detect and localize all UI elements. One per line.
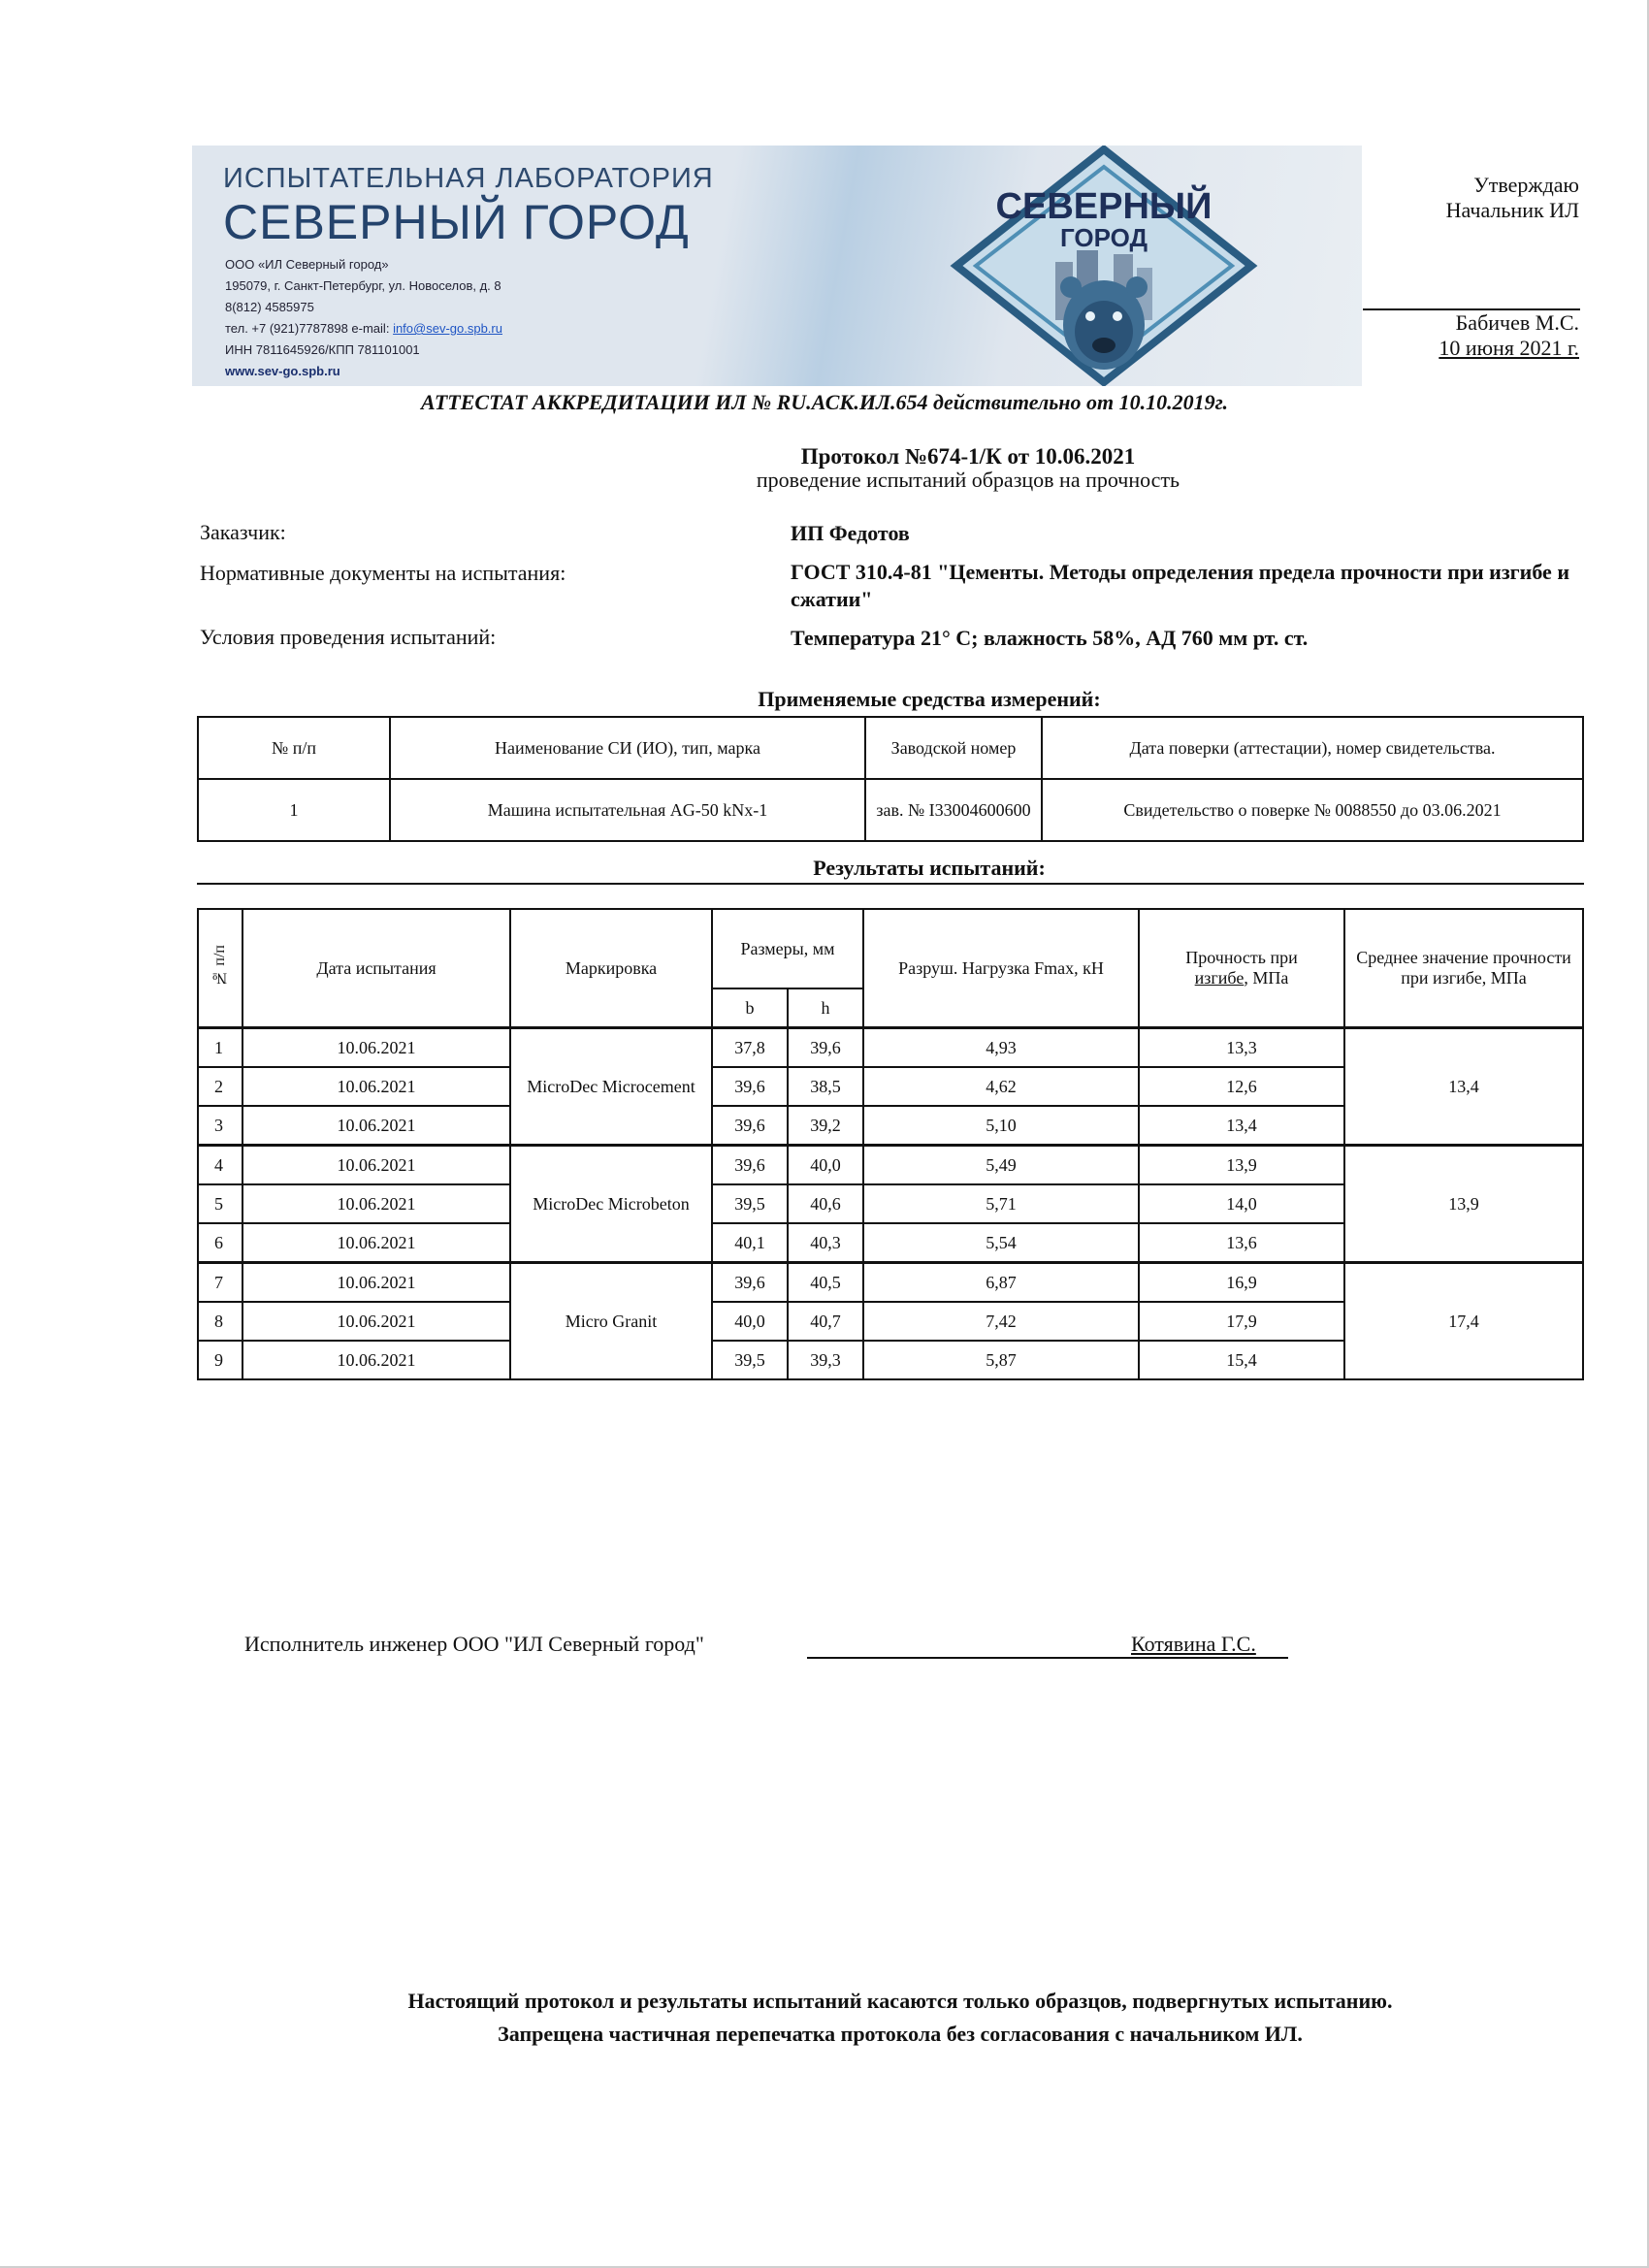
approval-block — [1446, 173, 1579, 223]
results-header-date: Дата испытания — [242, 909, 510, 1028]
norms-value: ГОСТ 310.4-81 "Цементы. Методы определения предела прочности при изгибе и сжатии" — [791, 560, 1569, 611]
signature-name: Котявина Г.С. — [1131, 1632, 1256, 1656]
results-divider — [197, 883, 1584, 885]
row-date: 10.06.2021 — [242, 1146, 510, 1185]
instruments-header-row — [198, 717, 1583, 779]
row-h: 40,0 — [788, 1146, 863, 1185]
results-header-strength-pre: Прочность при — [1185, 948, 1298, 967]
customer-label: Заказчик: — [200, 520, 286, 544]
row-load: 5,10 — [863, 1106, 1139, 1146]
results-header-h: h — [788, 988, 863, 1028]
row-load: 5,49 — [863, 1146, 1139, 1185]
protocol-title: Протокол №674-1/К от 10.06.2021 — [800, 444, 1136, 469]
footer-line2: Запрещена частичная перепечатка протокола без согласования с начальником ИЛ. — [498, 2022, 1303, 2046]
row-strength: 13,4 — [1139, 1106, 1344, 1146]
row-strength: 17,9 — [1139, 1302, 1344, 1341]
results-header-load: Разруш. Нагрузка Fmax, кН — [863, 909, 1139, 1028]
approval-date: 10 июня 2021 г. — [1439, 336, 1579, 360]
group-mark: MicroDec Microcement — [510, 1028, 712, 1146]
row-date: 10.06.2021 — [242, 1028, 510, 1068]
logo-diamond-icon — [949, 146, 1259, 386]
results-header-strength-u: изгибе — [1194, 968, 1245, 988]
results-header-num-cell — [198, 909, 242, 1028]
footer-notice — [0, 1985, 1649, 2051]
letterhead-banner — [192, 146, 1362, 386]
instruments-header-date: Дата поверки (аттестации), номер свидетельства. — [1042, 717, 1583, 779]
lab-title-line1: ИСПЫТАТЕЛЬНАЯ ЛАБОРАТОРИЯ — [223, 163, 714, 194]
row-h: 40,3 — [788, 1223, 863, 1263]
results-header-strength — [1139, 909, 1344, 1028]
row-h: 39,2 — [788, 1106, 863, 1146]
row-h: 40,6 — [788, 1184, 863, 1223]
row-date: 10.06.2021 — [242, 1184, 510, 1223]
row-strength: 13,3 — [1139, 1028, 1344, 1068]
protocol-subtitle: проведение испытаний образцов на прочность — [756, 468, 1180, 492]
row-b: 39,5 — [712, 1341, 788, 1379]
conditions-value: Температура 21° С; влажность 58%, АД 760 мм рт. ст. — [791, 626, 1309, 650]
row-num: 5 — [198, 1184, 242, 1223]
row-load: 5,54 — [863, 1223, 1139, 1263]
row-date: 10.06.2021 — [242, 1263, 510, 1303]
logo-text-1: СЕВЕРНЫЙ — [995, 186, 1212, 227]
row-b: 39,6 — [712, 1263, 788, 1303]
norms-label: Нормативные документы на испытания: — [200, 561, 566, 585]
results-header-row — [198, 909, 1583, 988]
lab-title-line2: СЕВЕРНЫЙ ГОРОД — [223, 195, 690, 249]
row-b: 37,8 — [712, 1028, 788, 1068]
instruments-table — [197, 716, 1584, 842]
results-header-mark: Маркировка — [510, 909, 712, 1028]
table-row — [198, 1146, 1583, 1185]
row-date: 10.06.2021 — [242, 1341, 510, 1379]
results-header-strength-post: , МПа — [1244, 968, 1289, 988]
row-load: 5,87 — [863, 1341, 1139, 1379]
row-strength: 13,6 — [1139, 1223, 1344, 1263]
instruments-title: Применяемые средства измерений: — [758, 687, 1101, 711]
row-strength: 12,6 — [1139, 1067, 1344, 1106]
row-strength: 14,0 — [1139, 1184, 1344, 1223]
group-avg: 13,9 — [1344, 1146, 1583, 1263]
instruments-header-name: Наименование СИ (ИО), тип, марка — [390, 717, 865, 779]
lab-org: ООО «ИЛ Северный город» — [225, 257, 389, 272]
row-h: 39,6 — [788, 1028, 863, 1068]
row-strength: 16,9 — [1139, 1263, 1344, 1303]
row-num: 6 — [198, 1223, 242, 1263]
row-b: 39,6 — [712, 1146, 788, 1185]
instruments-header-serial: Заводской номер — [865, 717, 1042, 779]
lab-website-link[interactable]: www.sev-go.spb.ru — [225, 364, 340, 378]
group-avg: 13,4 — [1344, 1028, 1583, 1146]
lab-inn: ИНН 7811645926/КПП 781101001 — [225, 342, 420, 357]
row-b: 39,6 — [712, 1067, 788, 1106]
row-h: 40,7 — [788, 1302, 863, 1341]
lab-phone1: 8(812) 4585975 — [225, 300, 314, 314]
row-h: 38,5 — [788, 1067, 863, 1106]
lab-address: 195079, г. Санкт-Петербург, ул. Новоселов, д. 8 — [225, 278, 501, 293]
accreditation-line: АТТЕСТАТ АККРЕДИТАЦИИ ИЛ № RU.АСК.ИЛ.654 действительно от 10.10.2019г. — [421, 390, 1228, 414]
results-table — [197, 908, 1584, 1380]
row-date: 10.06.2021 — [242, 1223, 510, 1263]
row-load: 4,93 — [863, 1028, 1139, 1068]
row-b: 39,6 — [712, 1106, 788, 1146]
row-date: 10.06.2021 — [242, 1106, 510, 1146]
instruments-header-num: № п/п — [198, 717, 390, 779]
table-row — [198, 1263, 1583, 1303]
approval-name: Бабичев М.С. — [1455, 310, 1579, 335]
results-title: Результаты испытаний: — [813, 856, 1046, 880]
instrument-num: 1 — [198, 779, 390, 841]
row-num: 7 — [198, 1263, 242, 1303]
results-header-b: b — [712, 988, 788, 1028]
footer-line1: Настоящий протокол и результаты испытаний касаются только образцов, подвергнутых испытанию. — [407, 1989, 1393, 2013]
row-date: 10.06.2021 — [242, 1302, 510, 1341]
row-h: 40,5 — [788, 1263, 863, 1303]
row-strength: 13,9 — [1139, 1146, 1344, 1185]
group-avg: 17,4 — [1344, 1263, 1583, 1380]
row-num: 3 — [198, 1106, 242, 1146]
row-num: 2 — [198, 1067, 242, 1106]
instrument-serial: зав. № I33004600600 — [865, 779, 1042, 841]
row-load: 6,87 — [863, 1263, 1139, 1303]
instrument-certificate: Свидетельство о поверке № 0088550 до 03.06.2021 — [1042, 779, 1583, 841]
signature-line — [807, 1657, 1288, 1659]
row-strength: 15,4 — [1139, 1341, 1344, 1379]
row-num: 9 — [198, 1341, 242, 1379]
row-b: 40,1 — [712, 1223, 788, 1263]
results-header-avg: Среднее значение прочности при изгибе, МПа — [1344, 909, 1583, 1028]
approval-signature — [1439, 310, 1579, 361]
group-mark: Micro Granit — [510, 1263, 712, 1380]
row-h: 39,3 — [788, 1341, 863, 1379]
approval-line2: Начальник ИЛ — [1445, 198, 1579, 222]
row-b: 39,5 — [712, 1184, 788, 1223]
row-num: 8 — [198, 1302, 242, 1341]
row-load: 5,71 — [863, 1184, 1139, 1223]
table-row — [198, 1028, 1583, 1068]
row-b: 40,0 — [712, 1302, 788, 1341]
lab-phone2-row — [225, 318, 502, 340]
logo-text-2: ГОРОД — [1059, 223, 1148, 252]
results-header-size: Размеры, мм — [712, 909, 863, 988]
approval-line1: Утверждаю — [1473, 173, 1579, 197]
group-mark: MicroDec Microbeton — [510, 1146, 712, 1263]
lab-phone2: тел. +7 (921)7787898 e-mail: — [225, 321, 390, 336]
row-date: 10.06.2021 — [242, 1067, 510, 1106]
lab-logo — [949, 146, 1259, 386]
conditions-label: Условия проведения испытаний: — [200, 625, 497, 649]
lab-contacts — [225, 254, 502, 382]
results-header-num: № п/п — [211, 945, 228, 987]
row-num: 1 — [198, 1028, 242, 1068]
instrument-name: Машина испытательная AG-50 kNx-1 — [390, 779, 865, 841]
customer-value: ИП Федотов — [791, 521, 910, 545]
row-num: 4 — [198, 1146, 242, 1185]
signature-label: Исполнитель инженер ООО "ИЛ Северный город" — [244, 1632, 704, 1656]
lab-email-link[interactable]: info@sev-go.spb.ru — [393, 321, 502, 336]
table-row — [198, 779, 1583, 841]
row-load: 7,42 — [863, 1302, 1139, 1341]
row-load: 4,62 — [863, 1067, 1139, 1106]
